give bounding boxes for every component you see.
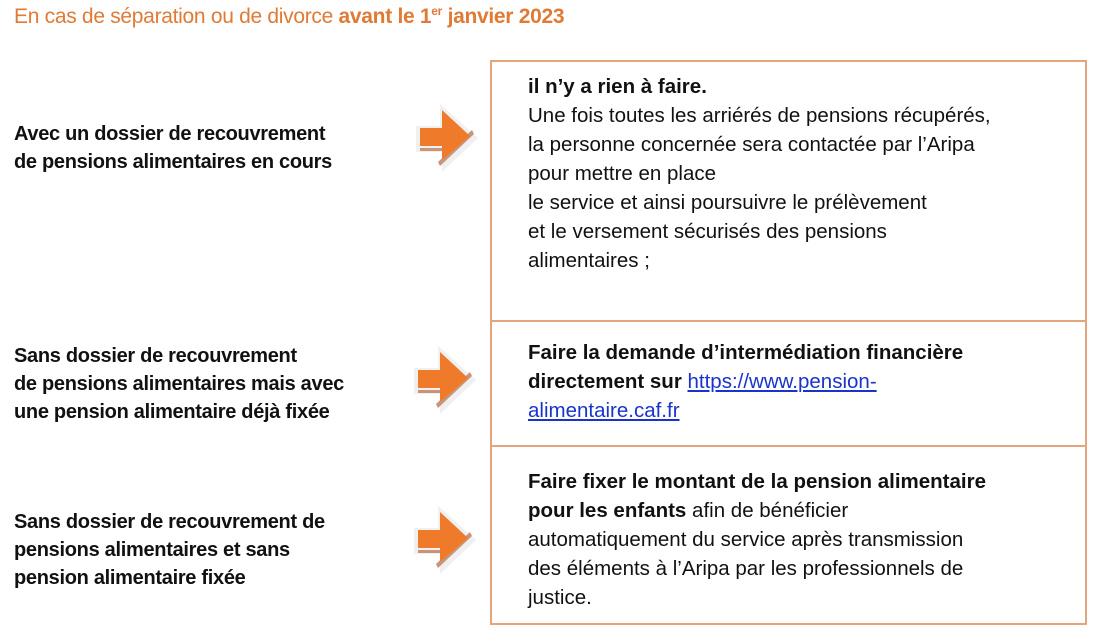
action-box-3 (490, 445, 1087, 625)
text-line: des éléments à l’Aripa par les professionnels de (528, 557, 964, 580)
text-line: justice. (528, 586, 592, 609)
case-label-3: Sans dossier de recouvrement de pensions alimentaires et sans pension alimentaire fixée (14, 511, 325, 589)
text-line: et le versement sécurisés des pensions (528, 220, 887, 243)
case-label-2: Sans dossier de recouvrement de pensions alimentaires mais avec une pension alimentaire déjà fixée (14, 345, 344, 423)
text-line: le service et ainsi poursuivre le prélèvement (528, 191, 927, 214)
action-heading: directement sur (528, 370, 688, 393)
text-line: alimentaires ; (528, 249, 650, 272)
action-heading: il n’y a rien à faire. (528, 75, 707, 98)
caf-link[interactable]: https://www.pension- (687, 370, 877, 393)
arrow-right-icon (412, 96, 482, 176)
text-line: pour mettre en place (528, 162, 717, 185)
caf-link[interactable]: alimentaire.caf.fr (528, 399, 680, 422)
page-title: En cas de séparation ou de divorce avant le 1er janvier 2023 (14, 4, 565, 28)
action-box-2 (490, 320, 1087, 447)
arrow-right-icon (410, 338, 480, 418)
case-label-1: Avec un dossier de recouvrement de pensions alimentaires en cours (14, 123, 332, 173)
action-heading: Faire la demande d’intermédiation financière (528, 341, 964, 364)
action-heading: pour les enfants (528, 499, 687, 522)
text-line: afin de bénéficier (686, 499, 849, 522)
arrow-right-icon (410, 498, 480, 578)
text-line: la personne concernée sera contactée par l’Aripa (528, 133, 975, 156)
text-line: automatiquement du service après transmission (528, 528, 964, 551)
action-heading: Faire fixer le montant de la pension alimentaire (528, 470, 986, 493)
text-line: Une fois toutes les arriérés de pensions récupérés, (528, 104, 991, 127)
action-box-1 (490, 60, 1087, 322)
